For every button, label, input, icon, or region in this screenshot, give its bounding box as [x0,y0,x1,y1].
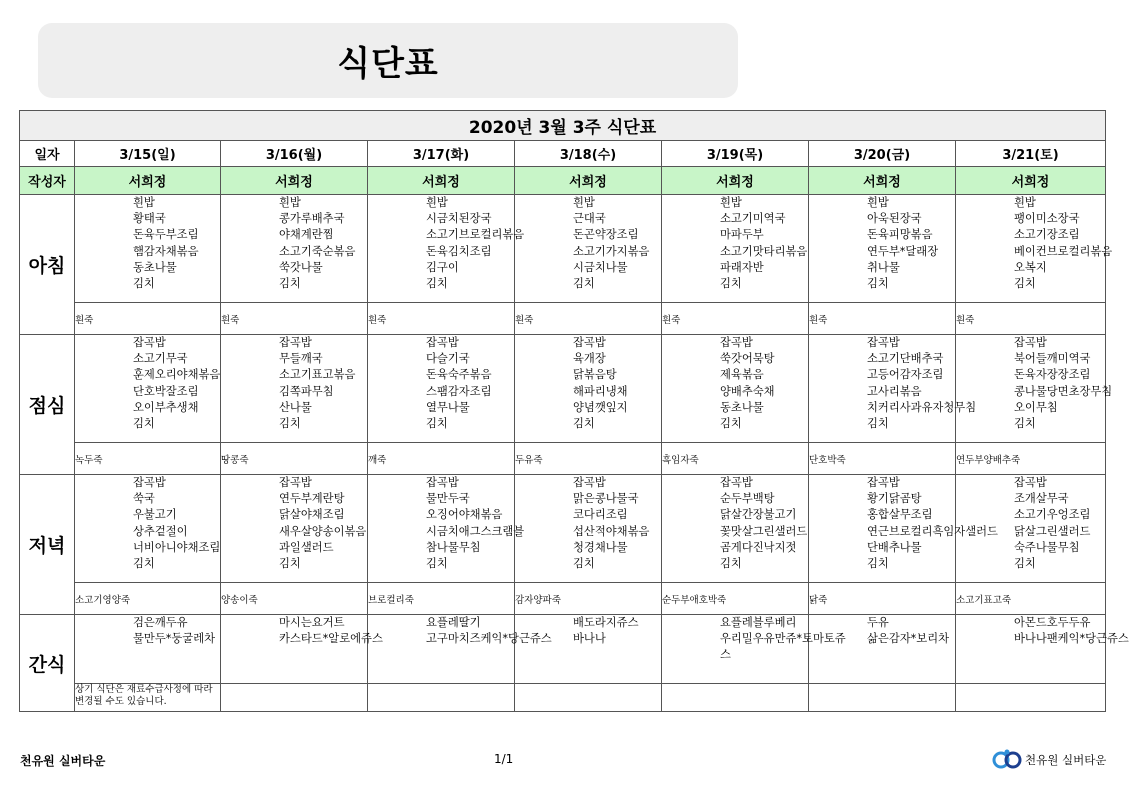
dish-item: 잡곡밥 [1014,476,1047,489]
dish-item: 제육볶음 [720,368,764,382]
dish-item: 취나물 [867,260,900,274]
date-cell: 3/21(토) [956,141,1106,167]
brand-name: 천유원 실버타운 [1025,753,1107,767]
dish-item: 잡곡밥 [279,336,312,349]
dish-item: 숙주나물무침 [1014,540,1080,554]
dish-item: 잡곡밥 [279,476,312,489]
dinner-day-cell [515,475,662,583]
porridge-cell: 브로컬리죽 [368,583,515,615]
dish-item: 코다리조림 [573,508,628,522]
empty-cell [368,684,515,712]
dish-item: 다슬기국 [426,352,470,366]
dish-item: 돈육김치조림 [426,244,492,258]
dish-item: 김구이 [426,260,459,274]
dish-item: 잡곡밥 [720,476,753,489]
dish-item: 김치 [1014,277,1036,291]
lunch-day-cell [221,335,368,443]
snack-item: 두유 [867,616,889,629]
breakfast-day-cell [75,195,221,303]
dish-item: 황기닭곰탕 [867,492,922,506]
date-label: 일자 [20,141,75,167]
dish-item: 청경채나물 [573,540,628,554]
snack-day-cell [662,615,846,684]
lunch-day-cell [662,335,809,443]
writer-cell: 서희정 [515,167,662,195]
porridge-cell: 소고기영양죽 [75,583,221,615]
dish-item: 김치 [867,417,889,431]
dish-item: 김치 [867,557,889,571]
dish-item: 잡곡밥 [573,476,606,489]
date-row [20,141,1106,167]
dish-item: 조개살무국 [1014,492,1069,506]
dish-item: 스팸감자조림 [426,384,492,398]
dish-item: 과일샐러드 [279,540,334,554]
writer-cell: 서희정 [368,167,515,195]
dish-item: 김치 [279,557,301,571]
weekly-menu-table [19,110,1129,712]
dish-item: 연근브로컬리흑임자샐러드 [867,524,998,538]
writer-cell: 서희정 [956,167,1106,195]
dish-item: 상추겉절이 [133,524,188,538]
snack-row [20,615,1106,684]
porridge-cell: 흰죽 [809,303,956,335]
brand-logo-icon [993,746,1023,772]
dish-item: 소고기맛타리볶음 [720,244,808,258]
snack-item: 요플레블루베리 [720,616,797,629]
dish-item: 콩가루배추국 [279,212,345,226]
snack-item: 바나나팬케익*당근쥬스 [1014,632,1129,646]
dish-item: 김치 [426,417,448,431]
page-title-box [38,23,738,98]
lunch-day-cell [956,335,1113,443]
dinner-day-cell [809,475,998,583]
date-cell: 3/18(수) [515,141,662,167]
dish-item: 치커리사과유자청무침 [867,400,977,414]
snack-item: 스 [720,648,731,662]
snack-item: 검은깨두유 [133,616,188,629]
dinner-day-cell [221,475,368,583]
snack-day-cell [368,615,552,684]
dish-item: 잡곡밥 [867,336,900,349]
dish-item: 아욱된장국 [867,212,922,226]
porridge-cell: 두유죽 [515,443,662,475]
dish-item: 동초나물 [720,400,764,414]
dish-item: 연두부*달래장 [867,244,939,258]
dish-item: 김치 [573,557,595,571]
menu-change-note: 상기 식단은 재료수급사정에 따라 변경될 수도 있습니다. [75,684,221,712]
dish-item: 곰게다진낙지젓 [720,540,797,554]
snack-item: 배도라지쥬스 [573,616,639,629]
dish-item: 흰밥 [133,196,155,209]
dish-item: 오이부추생채 [133,400,199,414]
breakfast-dishes-row [20,195,1106,303]
porridge-cell: 깨죽 [368,443,515,475]
dish-item: 단호박잘조림 [133,384,199,398]
dish-item: 마파두부 [720,228,764,242]
dish-item: 흰밥 [720,196,742,209]
snack-day-cell [515,615,662,684]
dish-item: 잡곡밥 [426,336,459,349]
writer-cell: 서희정 [221,167,368,195]
empty-cell [956,684,1106,712]
dish-item: 꽃맛살그린샐러드 [720,524,808,538]
snack-item: 삶은감자*보리차 [867,632,950,646]
lunch-label: 점심 [20,335,75,475]
snack-day-cell [956,615,1129,684]
porridge-cell: 순두부애호박죽 [662,583,809,615]
breakfast-day-cell [956,195,1113,303]
porridge-cell: 닭죽 [809,583,956,615]
dish-item: 잡곡밥 [867,476,900,489]
dish-item: 양념깻잎지 [573,400,628,414]
porridge-cell: 단호박죽 [809,443,956,475]
date-cell: 3/19(목) [662,141,809,167]
dish-item: 맑은콩나물국 [573,492,639,506]
dish-item: 소고기우엉조림 [1014,508,1091,522]
dish-item: 김치 [279,417,301,431]
dish-item: 황태국 [133,212,166,226]
dinner-day-cell [75,475,221,583]
dish-item: 돈육숙주볶음 [426,368,492,382]
footer-left: 천유원 실버타운 [20,754,106,768]
writer-cell: 서희정 [809,167,956,195]
writer-row [20,167,1106,195]
dish-item: 잡곡밥 [133,336,166,349]
page-title: 식단표 [337,44,439,84]
dish-item: 육개장 [573,352,606,366]
snack-item: 아몬드호두두유 [1014,616,1091,629]
porridge-cell: 흑임자죽 [662,443,809,475]
dish-item: 소고기단배추국 [867,352,944,366]
dish-item: 잡곡밥 [573,336,606,349]
dish-item: 잡곡밥 [133,476,166,489]
dish-item: 오징어야채볶음 [426,508,503,522]
dish-item: 시금치애그스크램블 [426,524,525,538]
snack-item: 고구마치즈케익*당근쥬스 [426,632,552,646]
writer-label: 작성자 [20,167,75,195]
dish-item: 햄감자채볶음 [133,244,199,258]
breakfast-day-cell [809,195,956,303]
dish-item: 쑥국 [133,492,155,506]
dish-item: 돈곤약장조림 [573,228,639,242]
dish-item: 잡곡밥 [1014,336,1047,349]
dinner-day-cell [368,475,525,583]
breakfast-day-cell [221,195,368,303]
dish-item: 김치 [1014,557,1036,571]
dish-item: 섭산적야채볶음 [573,524,650,538]
dish-item: 팽이미소장국 [1014,212,1080,226]
empty-cell [515,684,662,712]
dish-item: 훈제오리야채볶음 [133,368,221,382]
dish-item: 시금치나물 [573,260,628,274]
dish-item: 김치 [573,417,595,431]
dish-item: 김치 [426,557,448,571]
dish-item: 잡곡밥 [426,476,459,489]
dish-item: 소고기미역국 [720,212,786,226]
snack-item: 카스타드*알로에쥬스 [279,632,383,646]
porridge-cell: 흰죽 [956,303,1106,335]
snack-item: 마시는요거트 [279,616,345,629]
date-cell: 3/16(월) [221,141,368,167]
breakfast-label: 아침 [20,195,75,335]
dish-item: 순두부백탕 [720,492,775,506]
lunch-day-cell [75,335,221,443]
dish-item: 흰밥 [1014,196,1036,209]
dish-item: 소고기표고볶음 [279,368,356,382]
dinner-porridge-row [20,583,1106,615]
breakfast-porridge-row [20,303,1106,335]
dish-item: 물만두국 [426,492,470,506]
dish-item: 흰밥 [573,196,595,209]
porridge-cell: 흰죽 [75,303,221,335]
breakfast-day-cell [368,195,525,303]
dish-item: 김치 [573,277,595,291]
dish-item: 소고기죽순볶음 [279,244,356,258]
lunch-day-cell [368,335,515,443]
breakfast-day-cell [662,195,809,303]
dish-item: 닭살그린샐러드 [1014,524,1091,538]
porridge-cell: 양송이죽 [221,583,368,615]
dish-item: 흰밥 [279,196,301,209]
porridge-cell: 연두부양배추죽 [956,443,1106,475]
dish-item: 김치 [867,277,889,291]
porridge-cell: 흰죽 [515,303,662,335]
dish-item: 고등어감자조림 [867,368,944,382]
dish-item: 김치 [720,557,742,571]
dish-item: 근대국 [573,212,606,226]
dish-item: 고사리볶음 [867,384,922,398]
porridge-cell: 녹두죽 [75,443,221,475]
page-number: 1/1 [494,752,514,766]
dinner-day-cell [662,475,809,583]
porridge-cell: 땅콩죽 [221,443,368,475]
dish-item: 동초나물 [133,260,177,274]
porridge-cell: 흰죽 [221,303,368,335]
dish-item: 오복지 [1014,260,1047,274]
menu-banner: 2020년 3월 3주 식단표 [20,111,1106,141]
dish-item: 김치 [133,417,155,431]
dish-item: 흰밥 [426,196,448,209]
dish-item: 돈육두부조림 [133,228,199,242]
date-cell: 3/15(일) [75,141,221,167]
dish-item: 산나물 [279,400,312,414]
dish-item: 홍합살무조림 [867,508,933,522]
dish-item: 김치 [1014,417,1036,431]
porridge-cell: 흰죽 [368,303,515,335]
porridge-cell: 감자양파죽 [515,583,662,615]
empty-cell [221,684,368,712]
dish-item: 잡곡밥 [720,336,753,349]
dish-item: 김치 [720,277,742,291]
dish-item: 김치 [720,417,742,431]
dish-item: 닭살야채조림 [279,508,345,522]
dish-item: 단배추나물 [867,540,922,554]
snack-day-cell [75,615,221,684]
dish-item: 소고기무국 [133,352,188,366]
dish-item: 김쪽파무침 [279,384,334,398]
dish-item: 쑥갓나물 [279,260,323,274]
lunch-dishes-row [20,335,1106,443]
dish-item: 해파리냉채 [573,384,628,398]
dish-item: 김치 [426,277,448,291]
snack-item: 요플레딸기 [426,616,481,629]
dish-item: 베이컨브로컬리볶음 [1014,244,1113,258]
lunch-day-cell [809,335,977,443]
porridge-cell: 소고기표고죽 [956,583,1106,615]
dinner-dishes-row [20,475,1106,583]
dish-item: 소고기브로컬리볶음 [426,228,525,242]
snack-item: 우리밀우유만쥬*토마토쥬 [720,632,846,646]
dish-item: 소고기장조림 [1014,228,1080,242]
empty-cell [809,684,956,712]
dish-item: 콩나물당면초장무침 [1014,384,1113,398]
empty-cell [662,684,809,712]
dish-item: 흰밥 [867,196,889,209]
date-cell: 3/17(화) [368,141,515,167]
dish-item: 닭볶음탕 [573,368,617,382]
writer-cell: 서희정 [662,167,809,195]
writer-cell: 서희정 [75,167,221,195]
dish-item: 연두부계란탕 [279,492,345,506]
lunch-day-cell [515,335,662,443]
dish-item: 시금치된장국 [426,212,492,226]
dish-item: 너비아니야채조림 [133,540,221,554]
porridge-cell: 흰죽 [662,303,809,335]
snack-day-cell [221,615,383,684]
dish-item: 파래자반 [720,260,764,274]
lunch-porridge-row [20,443,1106,475]
dish-item: 무들깨국 [279,352,323,366]
dish-item: 돈육자장장조림 [1014,368,1091,382]
dish-item: 소고기가지볶음 [573,244,650,258]
dish-item: 북어들깨미역국 [1014,352,1091,366]
dish-item: 우불고기 [133,508,177,522]
dish-item: 오이무침 [1014,400,1058,414]
dish-item: 김치 [133,277,155,291]
dish-item: 김치 [279,277,301,291]
date-cell: 3/20(금) [809,141,956,167]
dish-item: 새우살양송이볶음 [279,524,367,538]
dish-item: 참나물무침 [426,540,481,554]
snack-day-cell [809,615,956,684]
snack-label: 간식 [20,615,75,712]
dish-item: 김치 [133,557,155,571]
dish-item: 야채계란찜 [279,228,334,242]
dish-item: 열무나물 [426,400,470,414]
dinner-label: 저녁 [20,475,75,615]
dish-item: 돈육피망볶음 [867,228,933,242]
snack-item: 바나나 [573,632,606,646]
breakfast-day-cell [515,195,662,303]
dish-item: 닭살간장불고기 [720,508,797,522]
note-row [20,684,1106,712]
dish-item: 양배추숙채 [720,384,775,398]
dish-item: 쑥갓어묵탕 [720,352,775,366]
snack-item: 물만두*둥굴레차 [133,632,216,646]
